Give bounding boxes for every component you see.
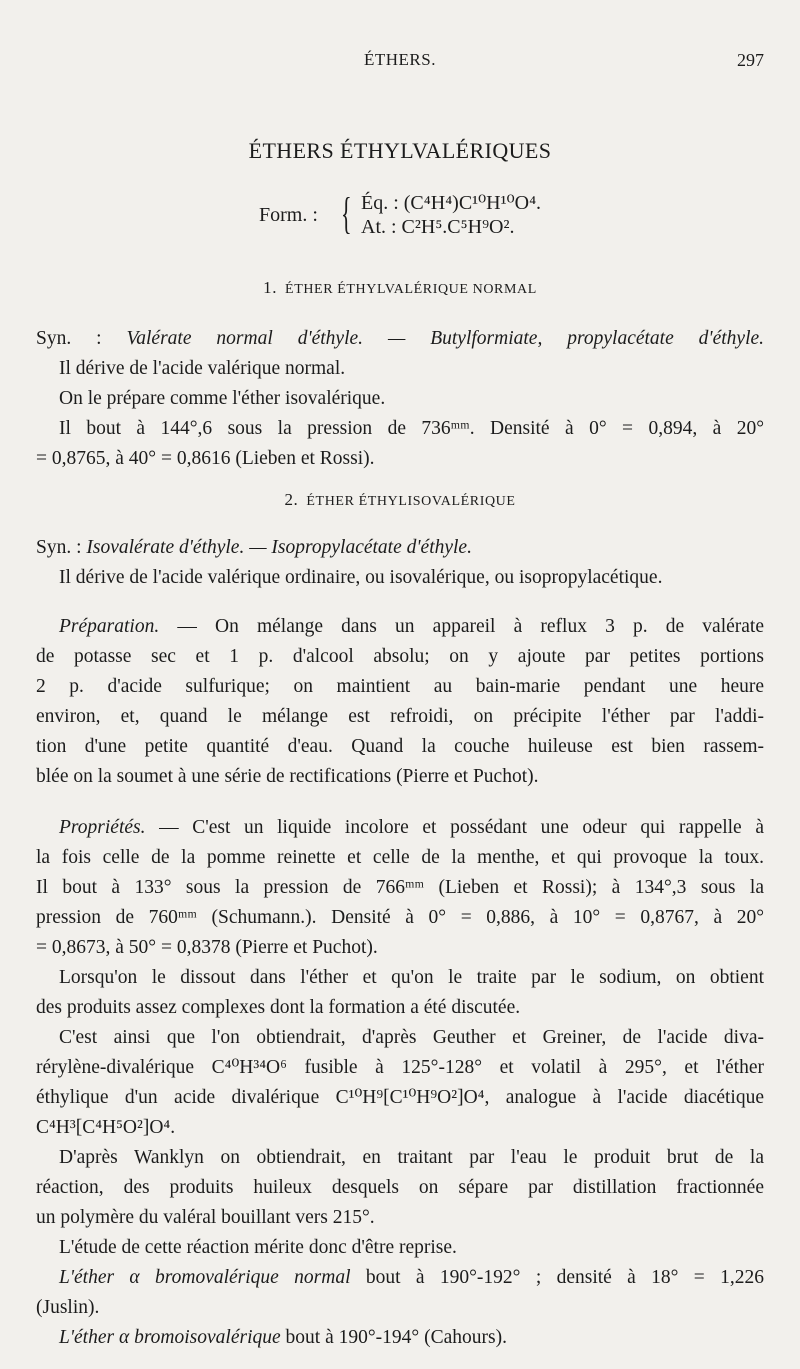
- text-line: réaction, des produits huileux desquels on sépare par distillation fractionnée: [36, 1177, 764, 1198]
- bromoisovaleric-paragraph: [59, 1323, 764, 1353]
- text-line: 2 p. d'acide sulfurique; on maintient au bain-marie pendant une heure: [36, 676, 764, 697]
- text-line: Il bout à 144°,6 sous la pression de 736ᵐᵐ. Densité à 0° = 0,894, à 20°: [59, 418, 764, 439]
- text-line: Il dérive de l'acide valérique ordinaire, ou isovalérique, ou isopropylacétique.: [59, 567, 663, 588]
- chapter-title: ÉTHERS ÉTHYLVALÉRIQUES: [248, 138, 552, 163]
- syn-text: Valérate normal d'éthyle. — Butylformiate, propylacétate d'éthyle.: [126, 328, 765, 349]
- text-line: la fois celle de la pomme reinette et celle de la menthe, et qui provoque la toux.: [36, 847, 764, 868]
- formula-label: Form. :: [259, 204, 318, 226]
- text-line: éthylique d'un acide divalérique C¹⁰H⁹[C¹⁰H⁹O²]O⁴, analogue à l'acide diacétique: [36, 1087, 764, 1108]
- section-1-synonyms: [36, 324, 764, 354]
- compound-name: L'éther α bromoisovalérique: [59, 1327, 281, 1348]
- formula-atomic: At. : C²H⁵.C⁵H⁹O².: [361, 216, 515, 238]
- text-line: On le prépare comme l'éther isovalérique.: [59, 388, 386, 409]
- text-run: bout à 190°-192° ; densité à 18° = 1,226: [350, 1267, 765, 1288]
- formula-brace: {: [341, 189, 352, 238]
- compound-name: L'éther α bromovalérique normal: [59, 1267, 351, 1288]
- page-number: 297: [737, 50, 764, 70]
- text-line: pression de 760ᵐᵐ (Schumann.). Densité à 0° = 0,886, à 10° = 0,8767, à 20°: [36, 907, 764, 928]
- section-2-number: 2.: [284, 490, 299, 509]
- text-line: Il dérive de l'acide valérique normal.: [59, 358, 346, 379]
- text-line: un polymère du valéral bouillant vers 215°.: [36, 1207, 375, 1228]
- text-line: rérylène-divalérique C⁴⁰H³⁴O⁶ fusible à 125°-128° et volatil à 295°, et l'éther: [36, 1057, 764, 1078]
- section-1-number: 1.: [263, 278, 278, 297]
- text-line: = 0,8765, à 40° = 0,8616 (Lieben et Rossi).: [36, 448, 375, 469]
- text-line: C'est ainsi que l'on obtiendrait, d'après Geuther et Greiner, de l'acide diva-: [59, 1027, 764, 1048]
- text-line: (Juslin).: [36, 1297, 100, 1318]
- syn-text: Isovalérate d'éthyle. — Isopropylacétate d'éthyle.: [86, 537, 472, 558]
- text-line: tion d'une petite quantité d'eau. Quand la couche huileuse est bien rassem-: [36, 736, 764, 757]
- text-line: environ, et, quand le mélange est refroidi, on précipite l'éther par l'addi-: [36, 706, 764, 727]
- preparation-label: Préparation.: [59, 616, 160, 637]
- text-line: Il bout à 133° sous la pression de 766ᵐᵐ (Lieben et Rossi); à 134°,3 sous la: [36, 877, 764, 898]
- text-line: D'après Wanklyn on obtiendrait, en traitant par l'eau le produit brut de la: [59, 1147, 764, 1168]
- formula-equivalent: Éq. : (C⁴H⁴)C¹⁰H¹⁰O⁴.: [361, 192, 542, 214]
- text-run: — C'est un liquide incolore et possédant une odeur qui rappelle à: [145, 817, 764, 838]
- text-line: = 0,8673, à 50° = 0,8378 (Pierre et Puchot).: [36, 937, 378, 958]
- section-2-title: ÉTHER ÉTHYLISOVALÉRIQUE: [306, 494, 516, 509]
- section-2-synonyms: [36, 533, 764, 563]
- text-line: blée on la soumet à une série de rectifications (Pierre et Puchot).: [36, 766, 539, 787]
- text-line: des produits assez complexes dont la formation a été discutée.: [36, 997, 521, 1018]
- text-line: C⁴H³[C⁴H⁵O²]O⁴.: [36, 1117, 176, 1138]
- syn-label: Syn. :: [36, 537, 82, 558]
- text-line: Lorsqu'on le dissout dans l'éther et qu'on le traite par le sodium, on obtient: [59, 967, 764, 988]
- text-line: de potasse sec et 1 p. d'alcool absolu; on y ajoute par petites portions: [36, 646, 764, 667]
- text-line: L'étude de cette réaction mérite donc d'être reprise.: [59, 1237, 457, 1258]
- preparation-paragraph: [59, 612, 764, 642]
- text-run: bout à 190°-194° (Cahours).: [280, 1327, 507, 1348]
- text-run: — On mélange dans un appareil à reflux 3 p. de valérate: [159, 616, 764, 637]
- bromovaleric-paragraph: [59, 1263, 764, 1293]
- properties-label: Propriétés.: [59, 817, 146, 838]
- section-1-heading: [0, 278, 800, 298]
- section-1-title: ÉTHER ÉTHYLVALÉRIQUE NORMAL: [285, 282, 537, 297]
- running-header: ÉTHERS.: [364, 50, 436, 69]
- properties-paragraph: [59, 813, 764, 843]
- syn-label: Syn. :: [36, 328, 102, 349]
- section-2-heading: [0, 490, 800, 510]
